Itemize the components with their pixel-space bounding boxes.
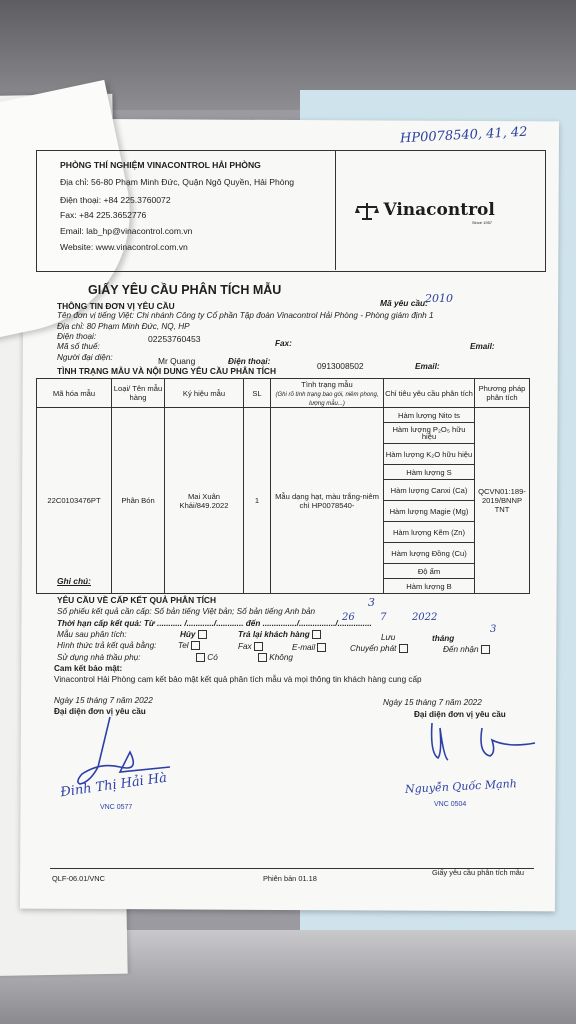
scale-logo-icon [355,201,379,221]
unit-address: Địa chỉ: 80 Phạm Minh Đức, NQ, HP [57,322,190,331]
sample-table [36,378,530,594]
note-label: Ghi chú: [57,576,91,586]
header-divider [335,150,336,270]
rep-email-label: Email: [415,362,440,371]
lab-fax: Fax: +84 225.3652776 [60,210,147,220]
header-sample-type: Loại/ Tên mẫu hàng [112,379,165,408]
criteria-item: Hàm lượng Nito ts [384,408,475,423]
pickup-checkbox[interactable] [481,645,490,654]
return-checkbox[interactable] [312,630,321,639]
deadline-line: Thời hạn cấp kết quả: Từ ........... /............/............ đến .............../................/............... [57,619,372,628]
result-section-title: YÊU CẦU VỀ CẤP KẾT QUẢ PHÂN TÍCH [57,595,216,605]
lab-email: Email: lab_hp@vinacontrol.com.vn [60,226,193,236]
fax-label: Fax [238,642,252,651]
copies-line: Số phiếu kết quả cần cấp: Số bản tiếng Việt bản; Số bản tiếng Anh bản [57,607,316,616]
cell-sample-type: Phân Bón [112,408,165,594]
criteria-item: Hàm lượng Kẽm (Zn) [384,522,475,543]
header-condition-label: Tình trạng mẫu [301,379,353,389]
option-no[interactable] [258,653,293,662]
post-checkbox[interactable] [399,644,408,653]
confidential-text: Vinacontrol Hải Phòng cam kết bảo mật kết quả phân tích mẫu và mọi thông tin khách hàng cung cấp [54,675,422,684]
rep-phone-label: Điện thoại: [228,357,271,366]
logo-subtext: Since 1957 [472,220,493,225]
cell-sample-symbol: Mai Xuân Khải/849.2022 [165,408,244,594]
option-pickup[interactable] [443,645,490,654]
after-analysis-label: Mẫu sau phân tích: [57,630,127,639]
cell-method: QCVN01:189-2019/BNNP TNT [475,408,530,594]
criteria-item: Hàm lượng S [384,465,475,480]
yes-checkbox[interactable] [196,653,205,662]
deadline-handwritten: 26 7 2022 [342,612,438,623]
option-tel[interactable] [178,641,200,650]
section-sample-status: TÌNH TRẠNG MẪU VÀ NỘI DUNG YÊU CẦU PHÂN TÍCH [57,366,276,376]
option-email[interactable] [292,643,326,652]
option-yes[interactable] [196,653,218,662]
return-label: Trả lại khách hàng [238,630,310,639]
lab-name: PHÒNG THÍ NGHIỆM VINACONTROL HẢI PHÒNG [60,160,261,170]
rep-phone-value: 0913008502 [317,361,364,371]
header-method: Phương pháp phân tích [475,379,530,408]
section-unit-info: THÔNG TIN ĐƠN VỊ YÊU CẦU [57,301,175,311]
form-title: GIẤY YÊU CẦU PHÂN TÍCH MẪU [88,283,282,297]
months-label: tháng [432,634,455,643]
no-checkbox[interactable] [258,653,267,662]
cell-condition: Mẫu dạng hạt, màu trắng-niêm chì HP0078540- [271,408,384,594]
cell-sample-code: 22C0103476PT [37,408,112,594]
header-sample-symbol: Ký hiệu mẫu [165,379,244,408]
yes-label: Có [207,653,218,662]
lab-website: Website: www.vinacontrol.com.vn [60,242,188,252]
header-condition-note: (Ghi rõ tình trạng bao gói, niêm phong, lượng mẫu...) [275,391,379,407]
criteria-item: Hàm lượng Magie (Mg) [384,501,475,522]
criteria-item: Hàm lượng K₂O hữu hiệu [384,444,475,465]
left-sign-date: Ngày 15 tháng 7 năm 2022 [54,696,153,705]
criteria-item: Độ ẩm [384,564,475,579]
header-quantity: SL [244,379,271,408]
lab-address: Địa chỉ: 56-80 Phạm Minh Đức, Quận Ngô Quyền, Hải Phòng [60,177,295,187]
left-sign-name: Đinh Thị Hải Hà [59,770,168,801]
option-post[interactable] [350,644,408,653]
option-return[interactable] [238,630,321,639]
header-criteria: Chỉ tiêu yêu cầu phân tích [384,379,475,408]
destroy-label: Hủy [180,630,196,639]
unit-phone-value: 02253760453 [148,334,201,344]
tel-label: Tel [178,641,189,650]
request-code-label: Mã yêu cầu: [380,298,428,308]
unit-email-label: Email: [470,342,495,351]
right-signature-icon [420,718,540,768]
representative-label: Người đại diện: [57,353,113,362]
lab-phone: Điện thoại: +84 225.3760072 [60,195,171,205]
months-handwritten: 3 [490,624,497,635]
criteria-item: Hàm lượng B [384,579,475,594]
unit-phone-label: Điện thoại: [57,332,97,341]
footer-form-code: QLF-06.01/VNC [52,874,105,883]
unit-name: Tên đơn vị tiếng Việt: Chi nhánh Công ty Cổ phần Tập đoàn Vinacontrol Hải Phòng - Phòng giám định 1 [57,311,434,320]
vinacontrol-logo [355,200,495,221]
footer-version: Phiên bản 01.18 [263,874,317,883]
store-label: Lưu [381,633,396,642]
header-sample-code: Mã hóa mẫu [37,379,112,408]
handwritten-reference: HP0078540, 41, 42 [399,124,528,147]
table-row [37,408,530,423]
fax-checkbox[interactable] [254,642,263,651]
confidential-label: Cam kết bảo mật: [54,664,123,673]
email-checkbox[interactable] [317,643,326,652]
option-destroy[interactable] [180,630,207,639]
logo-text: Vinacontrol [383,200,495,220]
right-sign-date: Ngày 15 tháng 7 năm 2022 [383,698,482,707]
request-code-value: 2010 [425,292,453,305]
cell-quantity: 1 [244,408,271,594]
no-label: Không [269,653,293,662]
criteria-item: Hàm lượng Đồng (Cu) [384,543,475,564]
left-sign-code: VNC 0577 [100,804,133,811]
representative-value: Mr Quang [158,356,196,366]
right-sign-name: Nguyễn Quốc Mạnh [404,777,518,796]
copies-handwritten: 3 [368,596,375,609]
unit-fax-label: Fax: [275,339,292,348]
criteria-item: Hàm lượng P₂O₅ hữu hiệu [384,423,475,444]
criteria-item: Hàm lượng Canxi (Ca) [384,480,475,501]
option-fax[interactable] [238,642,263,651]
email-option-label: E-mail [292,643,316,652]
left-sign-title: Đại diện đơn vị yêu cầu [54,707,146,716]
right-sign-code: VNC 0504 [434,801,467,808]
send-form-label: Hình thức trả kết quả bằng: [57,641,157,650]
subcontract-label: Sử dụng nhà thầu phụ: [57,653,141,662]
destroy-checkbox[interactable] [198,630,207,639]
pickup-label: Đến nhận [443,645,479,654]
header-sample-condition [271,379,384,408]
right-sign-title: Đại diện đơn vị yêu cầu [414,710,506,719]
footer-doc-title: Giấy yêu cầu phân tích mẫu [432,868,525,877]
tel-checkbox[interactable] [191,641,200,650]
table-header-row [37,379,530,408]
post-label: Chuyển phát [350,644,397,653]
tax-code-label: Mã số thuế: [57,342,100,351]
